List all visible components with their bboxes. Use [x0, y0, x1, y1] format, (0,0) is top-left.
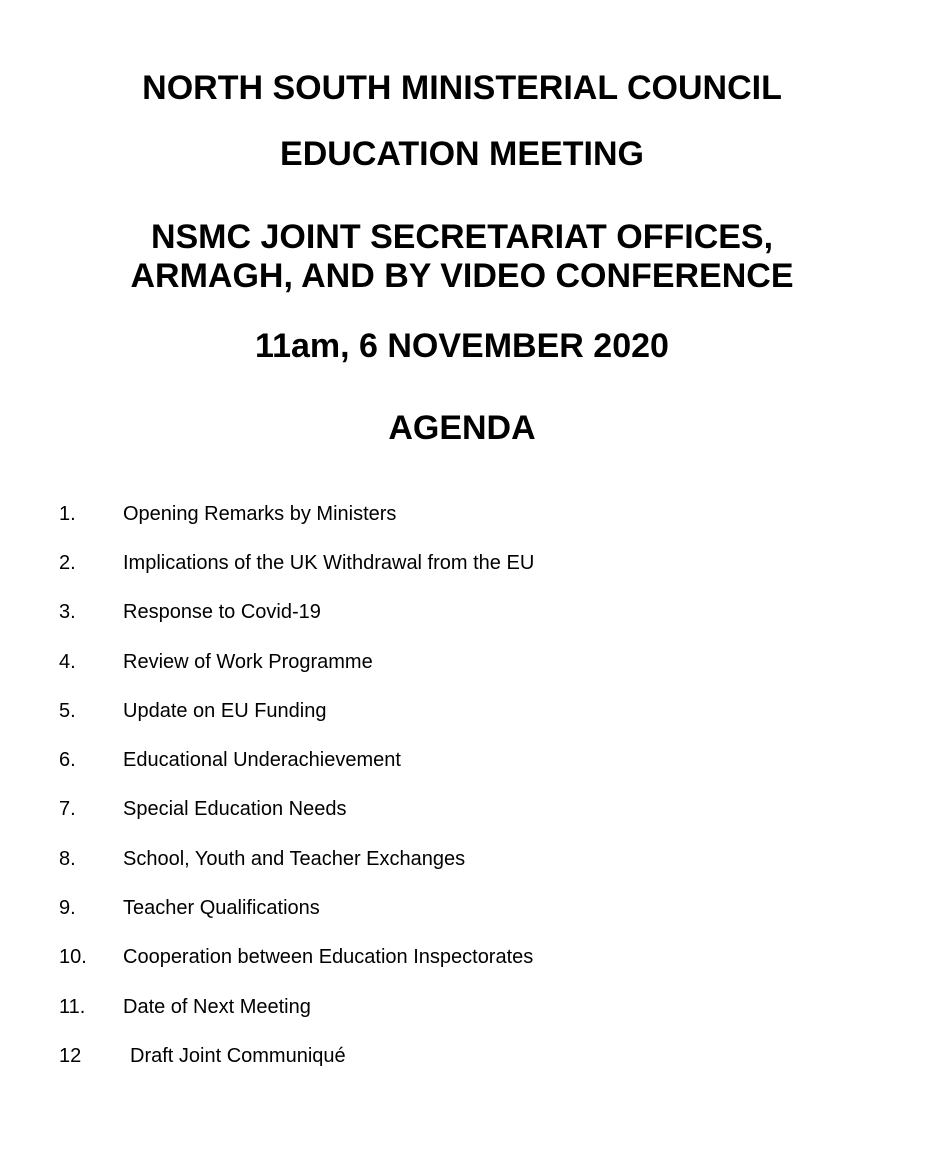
agenda-item-number: 6.: [59, 749, 76, 771]
meeting-datetime: 11am, 6 NOVEMBER 2020: [255, 327, 669, 365]
agenda-item-number: 4.: [59, 651, 76, 673]
agenda-item-text: Draft Joint Communiqué: [130, 1045, 346, 1067]
agenda-item-text: Opening Remarks by Ministers: [123, 503, 397, 525]
agenda-item-text: Implications of the UK Withdrawal from the EU: [123, 552, 535, 574]
agenda-item-number: 10.: [59, 946, 87, 968]
agenda-item: [0, 502, 933, 526]
agenda-item: [0, 600, 933, 624]
agenda-item-text: Response to Covid-19: [123, 601, 321, 623]
agenda-item: [0, 748, 933, 772]
agenda-item-number: 12: [59, 1045, 82, 1067]
council-title: NORTH SOUTH MINISTERIAL COUNCIL: [142, 69, 782, 107]
agenda-item: [0, 551, 933, 575]
agenda-item-number: 5.: [59, 700, 76, 722]
agenda-item-text: School, Youth and Teacher Exchanges: [123, 848, 466, 870]
agenda-item-text: Review of Work Programme: [123, 651, 373, 673]
agenda-item-text: Teacher Qualifications: [123, 897, 320, 919]
agenda-title: AGENDA: [388, 409, 536, 447]
agenda-item-text: Date of Next Meeting: [123, 996, 311, 1018]
agenda-item-number: 11.: [59, 996, 86, 1018]
agenda-item: [0, 797, 933, 821]
agenda-item-text: Special Education Needs: [123, 798, 347, 820]
agenda-item: [0, 995, 933, 1019]
agenda-item-text: Cooperation between Education Inspectorates: [123, 946, 534, 968]
agenda-item: [0, 650, 933, 674]
agenda-item-number: 8.: [59, 848, 76, 870]
agenda-item: [0, 847, 933, 871]
agenda-item-number: 9.: [59, 897, 76, 919]
agenda-item: [0, 896, 933, 920]
agenda-item-number: 7.: [59, 798, 76, 820]
agenda-item: [0, 699, 933, 723]
agenda-item-number: 3.: [59, 601, 76, 623]
meeting-title: EDUCATION MEETING: [280, 135, 644, 173]
agenda-item-text: Educational Underachievement: [123, 749, 401, 771]
agenda-item-number: 1.: [59, 503, 76, 525]
agenda-item-number: 2.: [59, 552, 76, 574]
venue-line-1: NSMC JOINT SECRETARIAT OFFICES,: [150, 218, 774, 256]
agenda-item-text: Update on EU Funding: [123, 700, 327, 722]
agenda-item: [0, 945, 933, 969]
agenda-item: [0, 1044, 933, 1068]
venue-line-2: ARMAGH, AND BY VIDEO CONFERENCE: [130, 257, 794, 295]
